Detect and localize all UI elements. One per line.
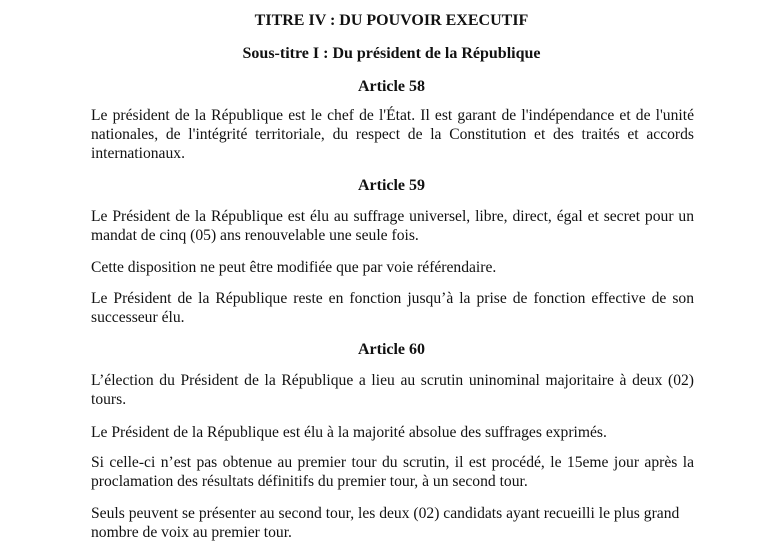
article-58-heading: Article 58 — [357, 78, 426, 95]
article-59-heading: Article 59 — [357, 177, 426, 194]
article-58-paragraph-1: Le président de la République est le chef de l'État. Il est garant de l'indépendance et de l'unité nationales, de l'intégrité territoriale, du respect de la Constitution et des traités et accords internationaux. — [91, 107, 694, 162]
article-60-paragraph-2: Le Président de la République est élu à la majorité absolue des suffrages exprimés. — [91, 424, 607, 441]
article-59-paragraph-2: Cette disposition ne peut être modifiée que par voie référendaire. — [91, 259, 497, 276]
document-subtitle: Sous-titre I : Du président de la République — [242, 45, 541, 62]
article-59-paragraph-1: Le Président de la République est élu au suffrage universel, libre, direct, égal et secret pour un mandat de cinq (05) ans renouvelable une seule fois. — [91, 208, 694, 244]
article-60-paragraph-3: Si celle-ci n’est pas obtenue au premier tour du scrutin, il est procédé, le 15eme jour après la proclamation des résultats définitifs du premier tour, à un second tour. — [91, 454, 694, 490]
article-59-paragraph-3: Le Président de la République reste en fonction jusqu’à la prise de fonction effective de son successeur élu. — [91, 290, 694, 326]
article-60-paragraph-4: Seuls peuvent se présenter au second tour, les deux (02) candidats ayant recueilli le plus grand nombre de voix au premier tour. — [91, 505, 680, 541]
article-60-heading: Article 60 — [357, 341, 426, 358]
document-title: TITRE IV : DU POUVOIR EXECUTIF — [254, 12, 529, 29]
article-60-paragraph-1: L’élection du Président de la République a lieu au scrutin uninominal majoritaire à deux (02) tours. — [91, 372, 694, 408]
